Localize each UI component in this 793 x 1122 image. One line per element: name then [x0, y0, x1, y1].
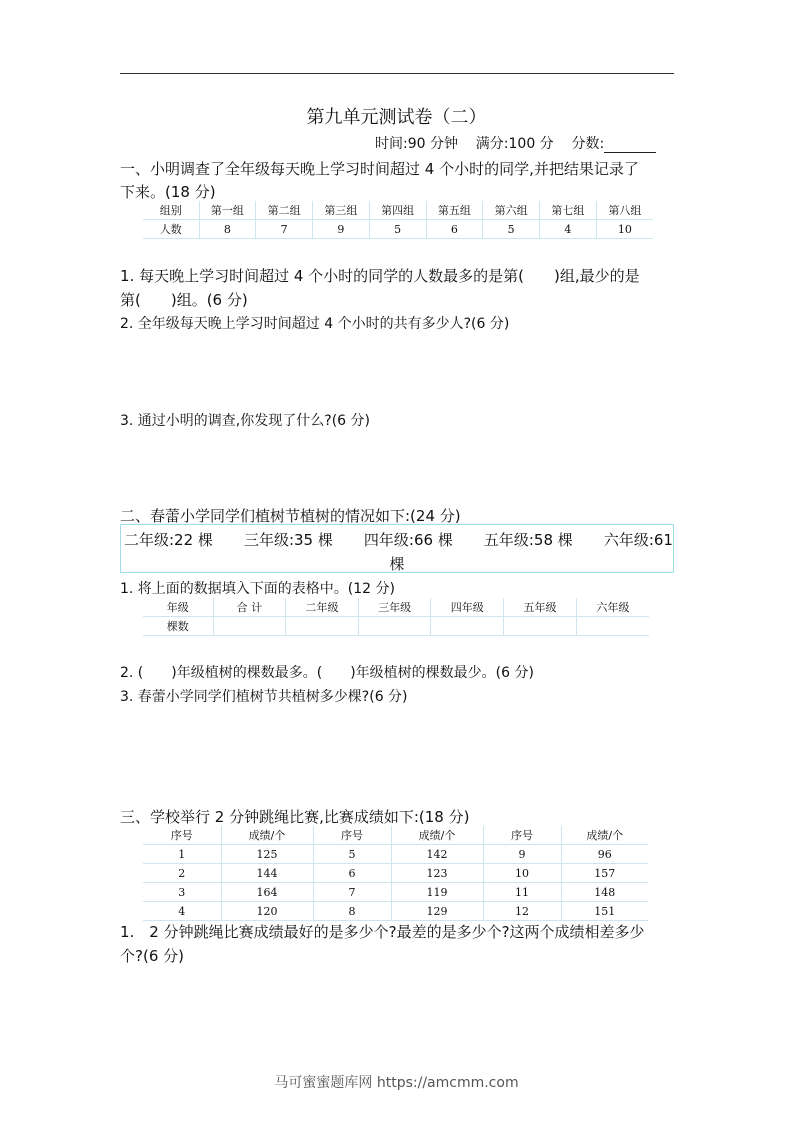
page-title: 第九单元测试卷（二）: [306, 107, 487, 128]
tree-data-box: [120, 524, 674, 573]
answer-cell[interactable]: [286, 617, 359, 636]
answer-cell[interactable]: [358, 617, 431, 636]
table-cell: 151: [561, 902, 648, 921]
table-cell: 9: [313, 220, 370, 239]
time-limit: 时间:90 分钟: [375, 136, 458, 152]
table-row: [143, 220, 653, 239]
table-cell: 10: [596, 220, 653, 239]
section2-q2: 2. ( )年级植树的棵数最多。( )年级植树的棵数最少。(6 分): [120, 665, 534, 681]
table-cell: 3: [143, 883, 221, 902]
section3-q1-line1: 1. 2 分钟跳绳比赛成绩最好的是多少个?最差的是多少个?这两个成绩相差多少: [120, 923, 645, 941]
section1-q3: 3. 通过小明的调查,你发现了什么?(6 分): [120, 413, 370, 429]
table-header-row: [143, 598, 649, 617]
section1-q1-line2: 第( )组。(6 分): [120, 291, 248, 309]
table-cell: 123: [391, 864, 483, 883]
section3-heading: 三、学校举行 2 分钟跳绳比赛,比赛成绩如下:(18 分): [120, 808, 470, 826]
answer-cell[interactable]: [504, 617, 577, 636]
table-cell: 2: [143, 864, 221, 883]
section2-table: [143, 598, 649, 636]
table-cell: 三年级: [358, 598, 431, 617]
section1-table: [143, 201, 653, 239]
table-cell: 第七组: [540, 201, 597, 220]
table-cell: 成绩/个: [561, 826, 648, 845]
tree-data-line: [124, 529, 673, 550]
section3-q1-line2: 个?(6 分): [120, 947, 184, 965]
table-cell: 8: [313, 902, 391, 921]
table-row: [143, 902, 648, 921]
table-cell: 157: [561, 864, 648, 883]
table-cell: 119: [391, 883, 483, 902]
table-cell: 164: [221, 883, 313, 902]
table-cell: 148: [561, 883, 648, 902]
table-cell: 序号: [143, 826, 221, 845]
table-cell: 7: [313, 883, 391, 902]
table-header-row: [143, 826, 648, 845]
answer-cell[interactable]: [213, 617, 286, 636]
table-cell: 二年级: [286, 598, 359, 617]
table-cell: 第八组: [596, 201, 653, 220]
table-cell: 六年级: [576, 598, 649, 617]
section2-heading: 二、春蕾小学同学们植树节植树的情况如下:(24 分): [120, 507, 461, 525]
table-cell: 第三组: [313, 201, 370, 220]
table-cell: 9: [483, 845, 561, 864]
table-cell: 96: [561, 845, 648, 864]
table-cell: 第六组: [483, 201, 540, 220]
table-cell: 成绩/个: [391, 826, 483, 845]
section1-heading-line2: 下来。(18 分): [120, 183, 216, 201]
table-cell: 120: [221, 902, 313, 921]
table-cell: 144: [221, 864, 313, 883]
section2-q3: 3. 春蕾小学同学们植树节共植树多少棵?(6 分): [120, 689, 408, 705]
table-cell: 142: [391, 845, 483, 864]
top-rule: [120, 73, 674, 74]
table-cell: 4: [143, 902, 221, 921]
table-cell: 合 计: [213, 598, 286, 617]
table-row: [143, 883, 648, 902]
table-cell: 第二组: [256, 201, 313, 220]
table-cell: 棵数: [143, 617, 213, 636]
table-cell: 10: [483, 864, 561, 883]
section1-q1-line1: 1. 每天晚上学习时间超过 4 个小时的同学的人数最多的是第( )组,最少的是: [120, 267, 640, 285]
table-cell: 11: [483, 883, 561, 902]
table-cell: 6: [313, 864, 391, 883]
table-cell: 人数: [143, 220, 199, 239]
table-cell: 125: [221, 845, 313, 864]
table-cell: 成绩/个: [221, 826, 313, 845]
tree-data-wrap: 棵: [389, 555, 405, 573]
section1-heading-line1: 一、小明调查了全年级每天晚上学习时间超过 4 个小时的同学,并把结果记录了: [120, 160, 639, 178]
grade5-count: 五年级:58 棵: [483, 531, 573, 549]
table-header-row: [143, 201, 653, 220]
table-cell: 5: [483, 220, 540, 239]
table-cell: 12: [483, 902, 561, 921]
grade2-count: 二年级:22 棵: [124, 531, 213, 549]
table-cell: 6: [426, 220, 483, 239]
table-cell: 序号: [483, 826, 561, 845]
section2-q1: 1. 将上面的数据填入下面的表格中。(12 分): [120, 581, 395, 597]
table-cell: 序号: [313, 826, 391, 845]
section1-q2: 2. 全年级每天晚上学习时间超过 4 个小时的共有多少人?(6 分): [120, 316, 510, 332]
grade3-count: 三年级:35 棵: [243, 531, 333, 549]
table-cell: 5: [369, 220, 426, 239]
table-cell: 第四组: [369, 201, 426, 220]
table-row: [143, 617, 649, 636]
table-row: [143, 864, 648, 883]
grade6-count: 六年级:61: [603, 531, 673, 549]
table-cell: 年级: [143, 598, 213, 617]
table-cell: 1: [143, 845, 221, 864]
table-row: [143, 845, 648, 864]
table-cell: 五年级: [504, 598, 577, 617]
table-cell: 5: [313, 845, 391, 864]
table-cell: 8: [199, 220, 256, 239]
grade4-count: 四年级:66 棵: [363, 531, 453, 549]
table-cell: 4: [540, 220, 597, 239]
table-cell: 7: [256, 220, 313, 239]
exam-meta: [375, 133, 656, 153]
answer-cell[interactable]: [576, 617, 649, 636]
footer-watermark: 马可蜜蜜题库网 https://amcmm.com: [274, 1075, 519, 1091]
table-cell: 第五组: [426, 201, 483, 220]
table-cell: 四年级: [431, 598, 504, 617]
score-blank[interactable]: [604, 138, 656, 153]
full-score: 满分:100 分: [475, 136, 554, 152]
table-cell: 组别: [143, 201, 199, 220]
table-cell: 129: [391, 902, 483, 921]
section3-table: [143, 826, 648, 921]
answer-cell[interactable]: [431, 617, 504, 636]
score-label: 分数:: [571, 136, 605, 152]
table-cell: 第一组: [199, 201, 256, 220]
